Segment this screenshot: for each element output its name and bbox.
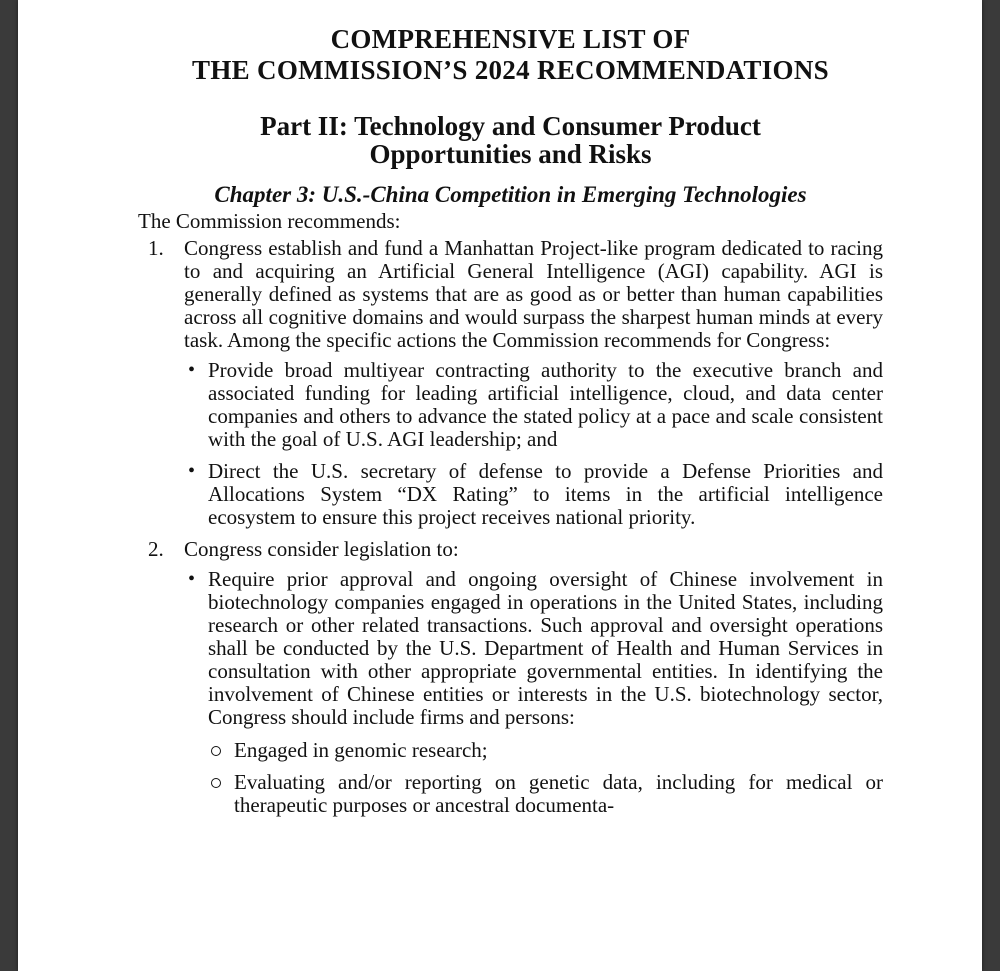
intro-text: The Commission recommends: [138, 209, 401, 233]
recommendation-number: 2. [148, 537, 164, 561]
bullet-item [184, 359, 883, 451]
title-line-2: THE COMMISSION’S 2024 RECOMMENDATIONS [192, 55, 829, 85]
part-line-1: Part II: Technology and Consumer Product [260, 111, 761, 141]
sub-bullet-item [208, 739, 883, 762]
bullet-list [184, 359, 883, 529]
sub-bullet-list [208, 739, 883, 817]
bullet-list [184, 568, 883, 817]
bullet-dot-icon: • [188, 359, 196, 381]
part-line-2: Opportunities and Risks [369, 139, 652, 169]
bullet-text: Require prior approval and ongoing oversight of Chinese involvement in biotechnology companies engaged in operations in the United States, including research or other related transactions. Such approval and oversight operations shall be conducted by the U.S. Department of Health and Human Services in consultation with other appropriate governmental entities. In identifying the involvement of Chinese entities or interests in the U.S. biotechnology sector, Congress should include firms and persons: [208, 567, 883, 729]
bullet-item [184, 460, 883, 529]
bullet-dot-icon: • [188, 460, 196, 482]
bullet-text: Provide broad multiyear contracting authority to the executive branch and associated funding for leading artificial intelligence, cloud, and data center companies and others to advance the stated policy at a pace and scale consistent with the goal of U.S. AGI leadership; and [208, 358, 883, 451]
document-page [18, 0, 982, 971]
bullet-dot-icon: • [188, 568, 196, 590]
title-line-1: COMPREHENSIVE LIST OF [330, 24, 691, 54]
part-heading [138, 112, 883, 168]
hollow-circle-icon [211, 746, 221, 756]
recommendation-1 [138, 237, 883, 529]
sub-bullet-text: Evaluating and/or reporting on genetic data, including for medical or therapeutic purposes or ancestral documenta- [234, 770, 883, 817]
recommendation-2 [138, 538, 883, 817]
recommendation-number: 1. [148, 236, 164, 260]
page-content [138, 24, 883, 826]
bullet-text: Direct the U.S. secretary of defense to provide a Defense Priorities and Allocations System “DX Rating” to items in the artificial intelligence ecosystem to ensure this project receives national priority. [208, 459, 883, 529]
sub-bullet-text: Engaged in genomic research; [234, 738, 488, 762]
bullet-item [184, 568, 883, 817]
sub-bullet-item [208, 771, 883, 817]
document-title [138, 24, 883, 86]
hollow-circle-icon [211, 778, 221, 788]
recommendation-text: Congress consider legislation to: [184, 537, 459, 561]
chapter-heading: Chapter 3: U.S.-China Competition in Emerging Technologies [214, 182, 807, 207]
recommendation-text: Congress establish and fund a Manhattan Project-like program dedicated to racing to and acquiring an Artificial General Intelligence (AGI) capability. AGI is generally defined as systems that are as good as or better than human capabilities across all cognitive domains and would surpass the sharpest human minds at every task. Among the specific actions the Commission recommends for Congress: [184, 236, 883, 352]
